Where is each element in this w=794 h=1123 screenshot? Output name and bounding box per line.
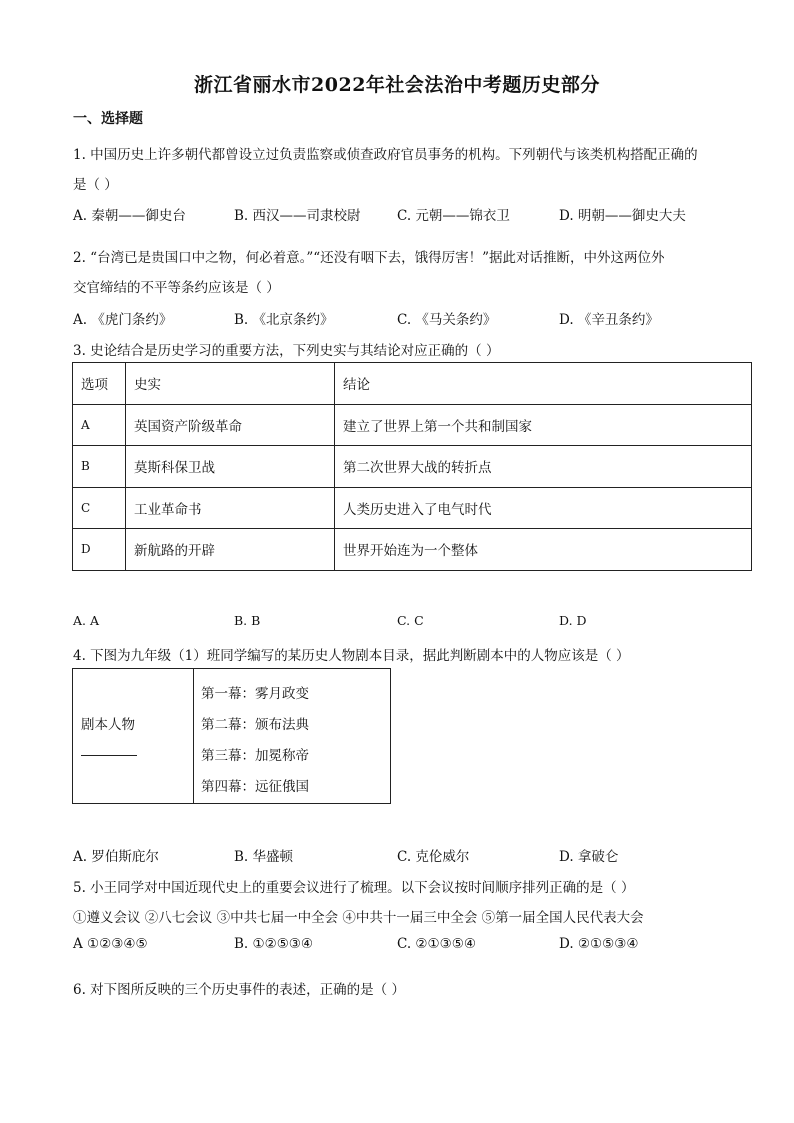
q4-script-table	[72, 668, 391, 804]
q5-option-c: C. ②①③⑤④	[397, 936, 476, 952]
table-cell: 第二次世界大战的转折点	[335, 446, 752, 488]
script-character-label: 剧本人物	[81, 717, 135, 733]
q3-option-c: C. C	[397, 613, 424, 628]
table-header-cell: 史实	[126, 363, 335, 405]
q3-option-a: A. A	[73, 613, 100, 628]
table-cell: C	[73, 487, 126, 529]
q4-option-c: C. 克伦威尔	[397, 849, 470, 865]
table-row	[73, 404, 752, 446]
q3-option-d: D. D	[559, 613, 587, 628]
q5-option-a: A ①②③④⑤	[73, 936, 148, 952]
q3-option-b: B. B	[234, 613, 261, 628]
table-divider	[193, 669, 194, 803]
q4-option-b: B. 华盛顿	[234, 849, 294, 865]
q1-option-a: A. 秦朝——御史台	[73, 208, 186, 224]
q3-stem: 3. 史论结合是历史学习的重要方法，下列史实与其结论对应正确的（ ）	[73, 343, 500, 359]
section-heading: 一、选择题	[73, 111, 143, 127]
q2-stem-line1: 2. “台湾已是贵国口中之物，何必着意。”“还没有咽下去，饿得厉害！”据此对话推断，中外这两位外	[73, 250, 665, 266]
q1-option-d: D. 明朝——御史大夫	[559, 208, 686, 224]
table-cell: A	[73, 404, 126, 446]
table-header-cell: 结论	[335, 363, 752, 405]
script-act: 第二幕：颁布法典	[201, 717, 309, 733]
q5-option-d: D. ②①⑤③④	[559, 936, 639, 952]
q4-option-d: D. 拿破仑	[559, 849, 619, 865]
q5-stem: 5. 小王同学对中国近现代史上的重要会议进行了梳理。以下会议按时间顺序排列正确的是（ ）	[73, 880, 635, 896]
table-cell: 工业革命书	[126, 487, 335, 529]
table-cell: 世界开始连为一个整体	[335, 529, 752, 571]
table-cell: 建立了世界上第一个共和制国家	[335, 404, 752, 446]
script-act: 第三幕：加冕称帝	[201, 748, 309, 764]
table-row	[73, 487, 752, 529]
table-header-cell: 选项	[73, 363, 126, 405]
q1-stem-line1: 1. 中国历史上许多朝代都曾设立过负责监察或侦查政府官员事务的机构。下列朝代与该类机构搭配正确的	[73, 147, 698, 163]
q1-option-c: C. 元朝——锦衣卫	[397, 208, 510, 224]
q1-option-b: B. 西汉——司隶校尉	[234, 208, 361, 224]
table-row	[73, 529, 752, 571]
q5-option-b: B. ①②⑤③④	[234, 936, 314, 952]
q6-stem: 6. 对下图所反映的三个历史事件的表述，正确的是（ ）	[73, 982, 405, 998]
table-cell: 英国资产阶级革命	[126, 404, 335, 446]
table-cell: 新航路的开辟	[126, 529, 335, 571]
q1-stem-line2: 是（ ）	[73, 177, 118, 193]
q5-items: ①遵义会议 ②八七会议 ③中共七届一中全会 ④中共十一届三中全会 ⑤第一届全国人民代表大会	[73, 910, 644, 926]
table-cell: D	[73, 529, 126, 571]
table-cell: 人类历史进入了电气时代	[335, 487, 752, 529]
table-cell: 莫斯科保卫战	[126, 446, 335, 488]
script-act: 第一幕：雾月政变	[201, 686, 309, 702]
q2-option-d: D. 《辛丑条约》	[559, 312, 659, 328]
answer-blank-line	[81, 755, 137, 756]
table-row	[73, 446, 752, 488]
q4-stem: 4. 下图为九年级（1）班同学编写的某历史人物剧本目录，据此判断剧本中的人物应该是（ ）	[73, 648, 630, 664]
q2-option-a: A. 《虎门条约》	[73, 312, 173, 328]
q3-table	[72, 362, 752, 571]
q2-option-b: B. 《北京条约》	[234, 312, 334, 328]
script-act: 第四幕：远征俄国	[201, 779, 309, 795]
table-header-row	[73, 363, 752, 405]
page-title: 浙江省丽水市2022年社会法治中考题历史部分	[194, 74, 600, 96]
q2-option-c: C. 《马关条约》	[397, 312, 497, 328]
q2-stem-line2: 交官缔结的不平等条约应该是（ ）	[73, 280, 280, 296]
table-cell: B	[73, 446, 126, 488]
q4-option-a: A. 罗伯斯庇尔	[73, 849, 159, 865]
